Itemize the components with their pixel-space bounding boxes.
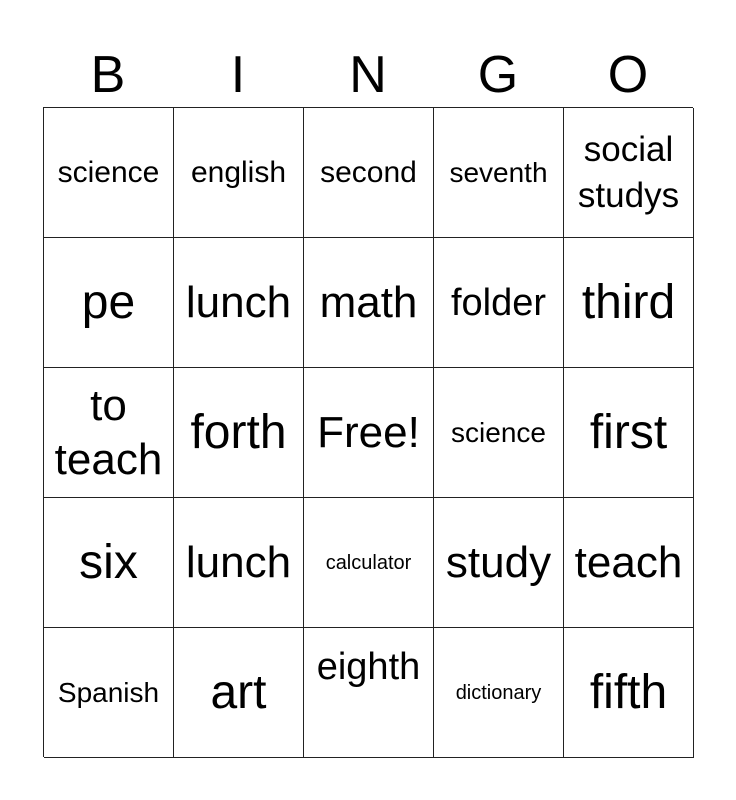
header-letter-b: B (90, 46, 126, 104)
header-letter-i: I (230, 46, 246, 104)
bingo-cell-r1c5[interactable] (564, 108, 694, 238)
bingo-cell-r2c3[interactable] (304, 238, 434, 368)
bingo-cell-r3c3[interactable] (304, 368, 434, 498)
cell-text: study (445, 537, 552, 587)
header-letter-n: N (349, 46, 387, 104)
cell-text: dictionary (455, 681, 542, 704)
cell-text: english (190, 155, 287, 189)
bingo-cell-r4c5[interactable] (564, 498, 694, 628)
bingo-cell-r1c2[interactable] (174, 108, 304, 238)
bingo-cell-r3c4[interactable] (434, 368, 564, 498)
bingo-cell-r5c1[interactable] (44, 628, 174, 758)
bingo-cell-r3c1[interactable] (44, 368, 174, 498)
bingo-cell-r2c2[interactable] (174, 238, 304, 368)
bingo-cell-r1c4[interactable] (434, 108, 564, 238)
bingo-cell-r1c3[interactable] (304, 108, 434, 238)
cell-text: science (57, 155, 160, 189)
header-letter-g: G (477, 46, 519, 104)
cell-text: math (319, 277, 418, 327)
cell-text: folder (450, 281, 547, 324)
bingo-cell-r5c3[interactable] (304, 628, 434, 758)
bingo-board (43, 107, 693, 757)
cell-text: pe (81, 275, 136, 329)
header-letter-o: O (607, 46, 649, 104)
bingo-cell-r3c2[interactable] (174, 368, 304, 498)
cell-text: six (79, 535, 138, 589)
cell-text: Free! (317, 407, 420, 457)
bingo-cell-r2c4[interactable] (434, 238, 564, 368)
cell-text: science (451, 416, 546, 448)
cell-text: lunch (185, 277, 292, 327)
bingo-header (43, 44, 693, 106)
cell-text: teach (574, 537, 683, 587)
bingo-cell-r1c1[interactable] (44, 108, 174, 238)
cell-text: forth (190, 405, 287, 459)
cell-text: art (210, 665, 267, 719)
cell-text: lunch (185, 537, 292, 587)
bingo-cell-r4c2[interactable] (174, 498, 304, 628)
bingo-cell-r2c1[interactable] (44, 238, 174, 368)
cell-text: second (320, 155, 417, 189)
cell-text: fifth (589, 665, 668, 719)
cell-text: third (581, 275, 676, 329)
bingo-cell-r5c2[interactable] (174, 628, 304, 758)
bingo-cell-r2c5[interactable] (564, 238, 694, 368)
bingo-cell-r5c4[interactable] (434, 628, 564, 758)
cell-text: social studys (577, 129, 680, 215)
cell-text: first (589, 405, 668, 459)
cell-text: Spanish (57, 676, 160, 708)
bingo-cell-r4c1[interactable] (44, 498, 174, 628)
cell-text: seventh (449, 156, 548, 188)
bingo-cell-r4c3[interactable] (304, 498, 434, 628)
cell-text: calculator (325, 551, 412, 574)
bingo-cell-r5c5[interactable] (564, 628, 694, 758)
bingo-cell-r4c4[interactable] (434, 498, 564, 628)
cell-text: eighth (316, 646, 421, 688)
bingo-cell-r3c5[interactable] (564, 368, 694, 498)
cell-text: to teach (54, 380, 163, 484)
